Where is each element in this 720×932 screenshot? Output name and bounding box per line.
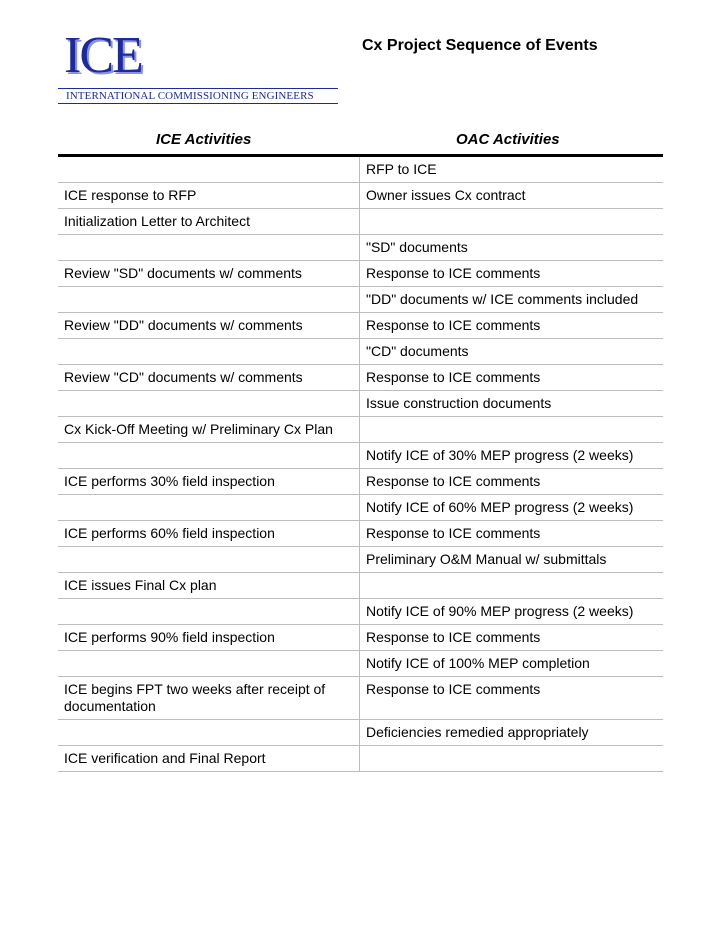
table-row	[58, 443, 663, 469]
table-row	[58, 391, 663, 417]
oac-activity-cell: Response to ICE comments	[366, 525, 541, 541]
table-row	[58, 495, 663, 521]
oac-activity-cell: Notify ICE of 60% MEP progress (2 weeks)	[366, 499, 634, 515]
table-row	[58, 287, 663, 313]
ice-activity-cell	[58, 157, 360, 182]
table-row	[58, 521, 663, 547]
ice-activity-cell: ICE begins FPT two weeks after receipt of documentation	[58, 677, 360, 719]
company-logo	[58, 27, 338, 104]
oac-activity-cell: Response to ICE comments	[366, 369, 541, 385]
ice-activity-cell	[58, 287, 360, 312]
ice-activity-cell: ICE response to RFP	[58, 183, 360, 208]
table-row	[58, 547, 663, 573]
oac-activity-cell: Response to ICE comments	[366, 265, 541, 281]
ice-activity-cell: ICE performs 60% field inspection	[58, 521, 360, 546]
table-row	[58, 651, 663, 677]
oac-activity-cell: "CD" documents	[366, 343, 469, 359]
oac-activity-cell	[360, 746, 663, 771]
ice-activity-cell	[58, 547, 360, 572]
ice-activity-cell	[58, 339, 360, 364]
table-row	[58, 469, 663, 495]
ice-activity-cell: Cx Kick-Off Meeting w/ Preliminary Cx Plan	[58, 417, 360, 442]
logo-mark: ICE	[64, 27, 142, 84]
ice-activity-cell: ICE performs 30% field inspection	[58, 469, 360, 494]
table-row	[58, 261, 663, 287]
ice-activity-cell: ICE issues Final Cx plan	[58, 573, 360, 598]
ice-activity-cell: Review "CD" documents w/ comments	[58, 365, 360, 390]
oac-activity-cell: Deficiencies remedied appropriately	[366, 724, 589, 740]
oac-activity-cell	[360, 417, 663, 442]
table-row	[58, 339, 663, 365]
table-row	[58, 417, 663, 443]
ice-activity-cell	[58, 495, 360, 520]
oac-activity-cell: Issue construction documents	[366, 395, 552, 411]
oac-activity-cell: Notify ICE of 100% MEP completion	[366, 655, 590, 671]
table-row	[58, 157, 663, 183]
oac-activity-cell: Notify ICE of 90% MEP progress (2 weeks)	[366, 603, 634, 619]
table-row	[58, 183, 663, 209]
oac-activity-cell: Response to ICE comments	[366, 473, 541, 489]
oac-activity-cell: Response to ICE comments	[366, 681, 541, 697]
oac-activities-header: OAC Activities	[456, 131, 560, 148]
ice-activity-cell	[58, 443, 360, 468]
oac-activity-cell: Owner issues Cx contract	[366, 187, 526, 203]
ice-activity-cell	[58, 599, 360, 624]
oac-activity-cell	[360, 573, 663, 598]
table-row	[58, 313, 663, 339]
ice-activity-cell	[58, 391, 360, 416]
oac-activity-cell: Response to ICE comments	[366, 629, 541, 645]
table-row	[58, 746, 663, 772]
ice-activity-cell: Review "SD" documents w/ comments	[58, 261, 360, 286]
ice-activities-header: ICE Activities	[156, 131, 252, 148]
ice-activity-cell	[58, 651, 360, 676]
ice-activity-cell: Review "DD" documents w/ comments	[58, 313, 360, 338]
table-row	[58, 625, 663, 651]
table-row	[58, 209, 663, 235]
ice-activity-cell	[58, 720, 360, 745]
ice-activity-cell: Initialization Letter to Architect	[58, 209, 360, 234]
table-row	[58, 720, 663, 746]
oac-activity-cell: "DD" documents w/ ICE comments included	[366, 291, 639, 307]
logo-subtitle: INTERNATIONAL COMMISSIONING ENGINEERS	[58, 89, 338, 104]
table-row	[58, 677, 663, 720]
oac-activity-cell: Response to ICE comments	[366, 317, 541, 333]
document-title: Cx Project Sequence of Events	[362, 37, 598, 54]
table-row	[58, 573, 663, 599]
oac-activity-cell: Preliminary O&M Manual w/ submittals	[366, 551, 607, 567]
ice-activity-cell	[58, 235, 360, 260]
table-row	[58, 599, 663, 625]
table-row	[58, 365, 663, 391]
oac-activity-cell: Notify ICE of 30% MEP progress (2 weeks)	[366, 447, 634, 463]
oac-activity-cell: "SD" documents	[366, 239, 468, 255]
ice-activity-cell: ICE verification and Final Report	[58, 746, 360, 771]
table-row	[58, 235, 663, 261]
oac-activity-cell: RFP to ICE	[366, 161, 437, 177]
sequence-table	[58, 157, 663, 772]
ice-activity-cell: ICE performs 90% field inspection	[58, 625, 360, 650]
oac-activity-cell	[360, 209, 663, 234]
